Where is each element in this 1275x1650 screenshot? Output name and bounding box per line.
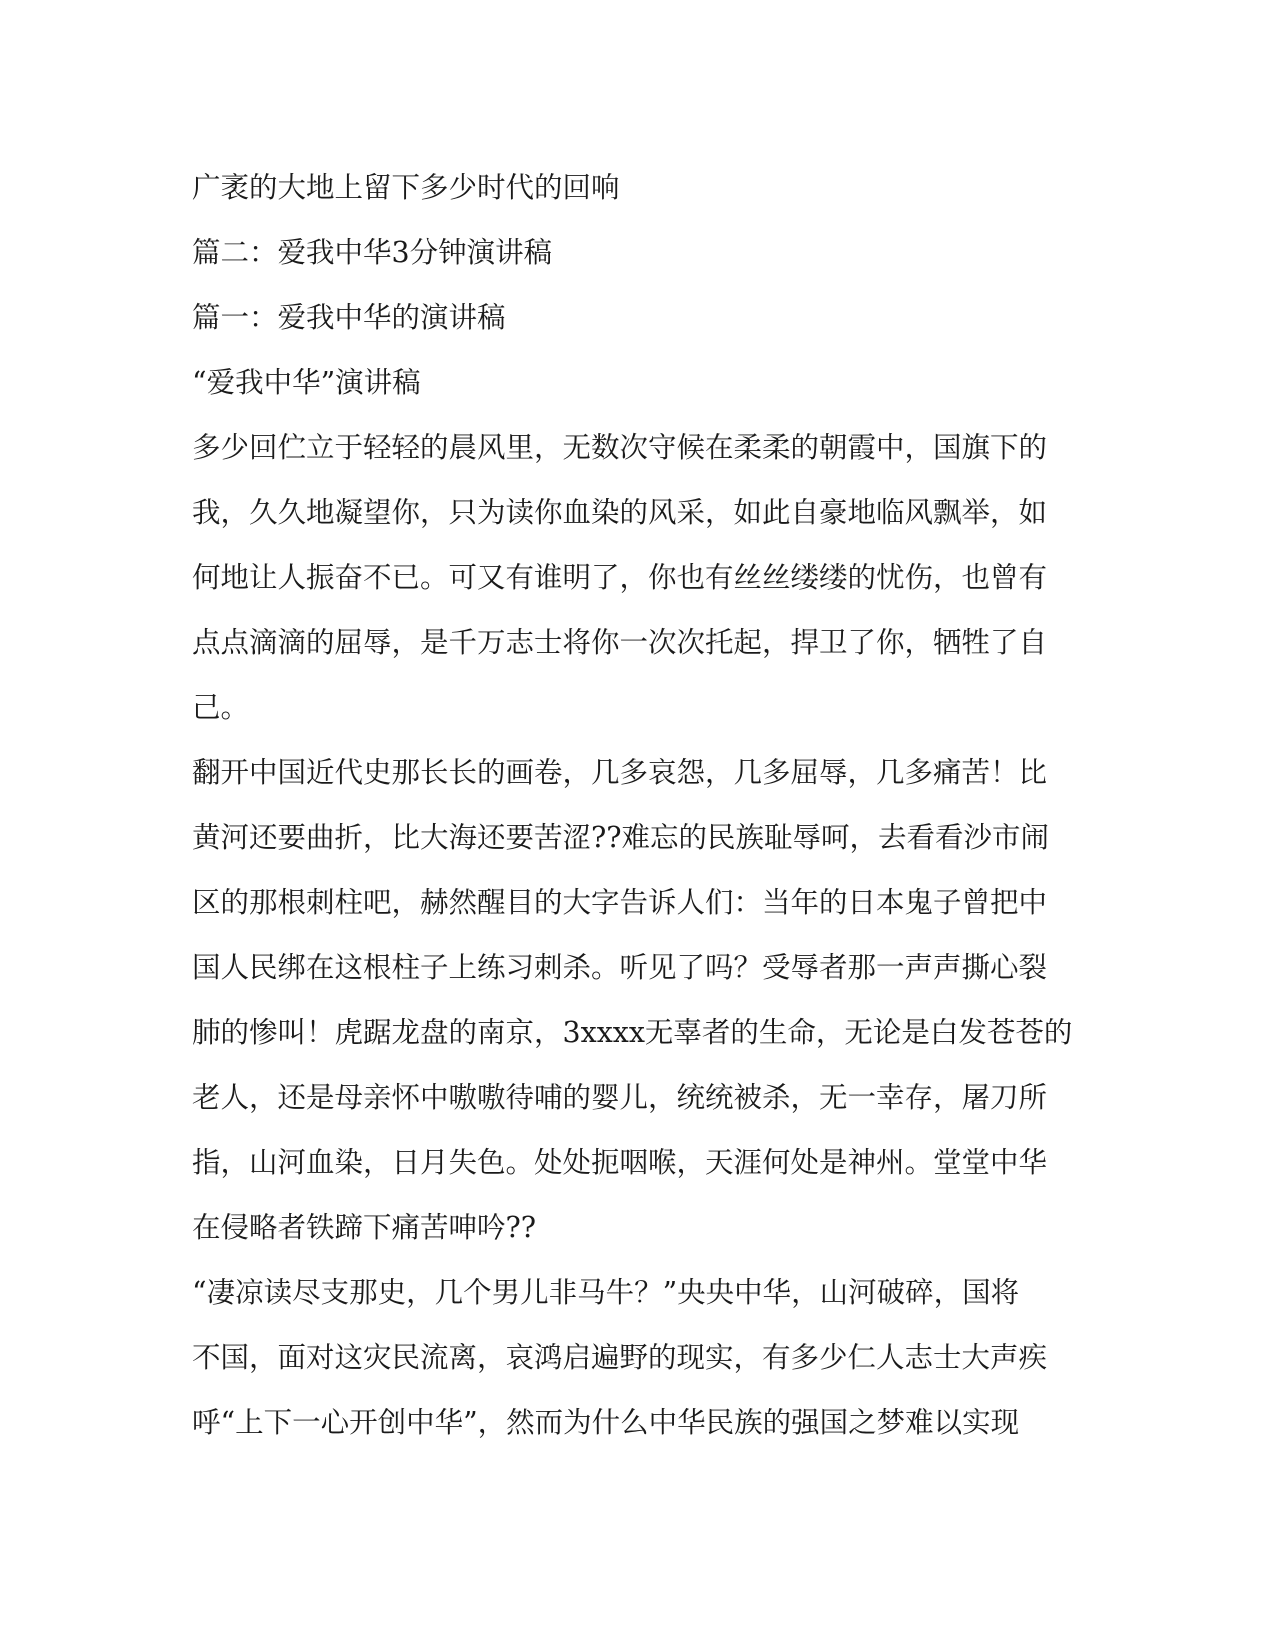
text-line-1: 广袤的大地上留下多少时代的回响 bbox=[192, 171, 620, 204]
text-line-14: 肺的惨叫！虎踞龙盘的南京，3xxxx无辜者的生命，无论是白发苍苍的 bbox=[192, 1016, 1073, 1049]
text-line-5: 多少回伫立于轻轻的晨风里，无数次守候在柔柔的朝霞中，国旗下的 bbox=[192, 431, 1048, 464]
document-body bbox=[192, 155, 1092, 1455]
text-line-20: 呼“上下一心开创中华”，然而为什么中华民族的强国之梦难以实现 bbox=[192, 1406, 1020, 1439]
speech-title: “爱我中华”演讲稿 bbox=[192, 366, 421, 399]
text-line-15: 老人，还是母亲怀中嗷嗷待哺的婴儿，统统被杀，无一幸存，屠刀所 bbox=[192, 1081, 1048, 1114]
text-line-13: 国人民绑在这根柱子上练习刺杀。听见了吗？受辱者那一声声撕心裂 bbox=[192, 951, 1048, 984]
text-line-7: 何地让人振奋不已。可又有谁明了，你也有丝丝缕缕的忧伤，也曾有 bbox=[192, 561, 1048, 594]
heading-part-one: 篇一：爱我中华的演讲稿 bbox=[192, 301, 506, 334]
text-line-12: 区的那根刺柱吧，赫然醒目的大字告诉人们：当年的日本鬼子曾把中 bbox=[192, 886, 1048, 919]
text-line-11: 黄河还要曲折，比大海还要苦涩??难忘的民族耻辱呵，去看看沙市闹 bbox=[192, 821, 1050, 854]
text-line-6: 我，久久地凝望你，只为读你血染的风采，如此自豪地临风飘举，如 bbox=[192, 496, 1048, 529]
heading-part-two: 篇二：爱我中华3分钟演讲稿 bbox=[192, 236, 553, 269]
text-line-17: 在侵略者铁蹄下痛苦呻吟?? bbox=[192, 1211, 537, 1244]
text-line-10: 翻开中国近代史那长长的画卷，几多哀怨，几多屈辱，几多痛苦！比 bbox=[192, 756, 1048, 789]
text-line-19: 不国，面对这灾民流离，哀鸿启遍野的现实，有多少仁人志士大声疾 bbox=[192, 1341, 1048, 1374]
text-line-8: 点点滴滴的屈辱，是千万志士将你一次次托起，捍卫了你，牺牲了自 bbox=[192, 626, 1048, 659]
text-line-16: 指，山河血染，日月失色。处处扼咽喉，天涯何处是神州。堂堂中华 bbox=[192, 1146, 1048, 1179]
text-line-18: “凄凉读尽支那史，几个男儿非马牛？”央央中华，山河破碎，国将 bbox=[192, 1276, 1020, 1309]
text-line-9: 己。 bbox=[192, 691, 250, 724]
